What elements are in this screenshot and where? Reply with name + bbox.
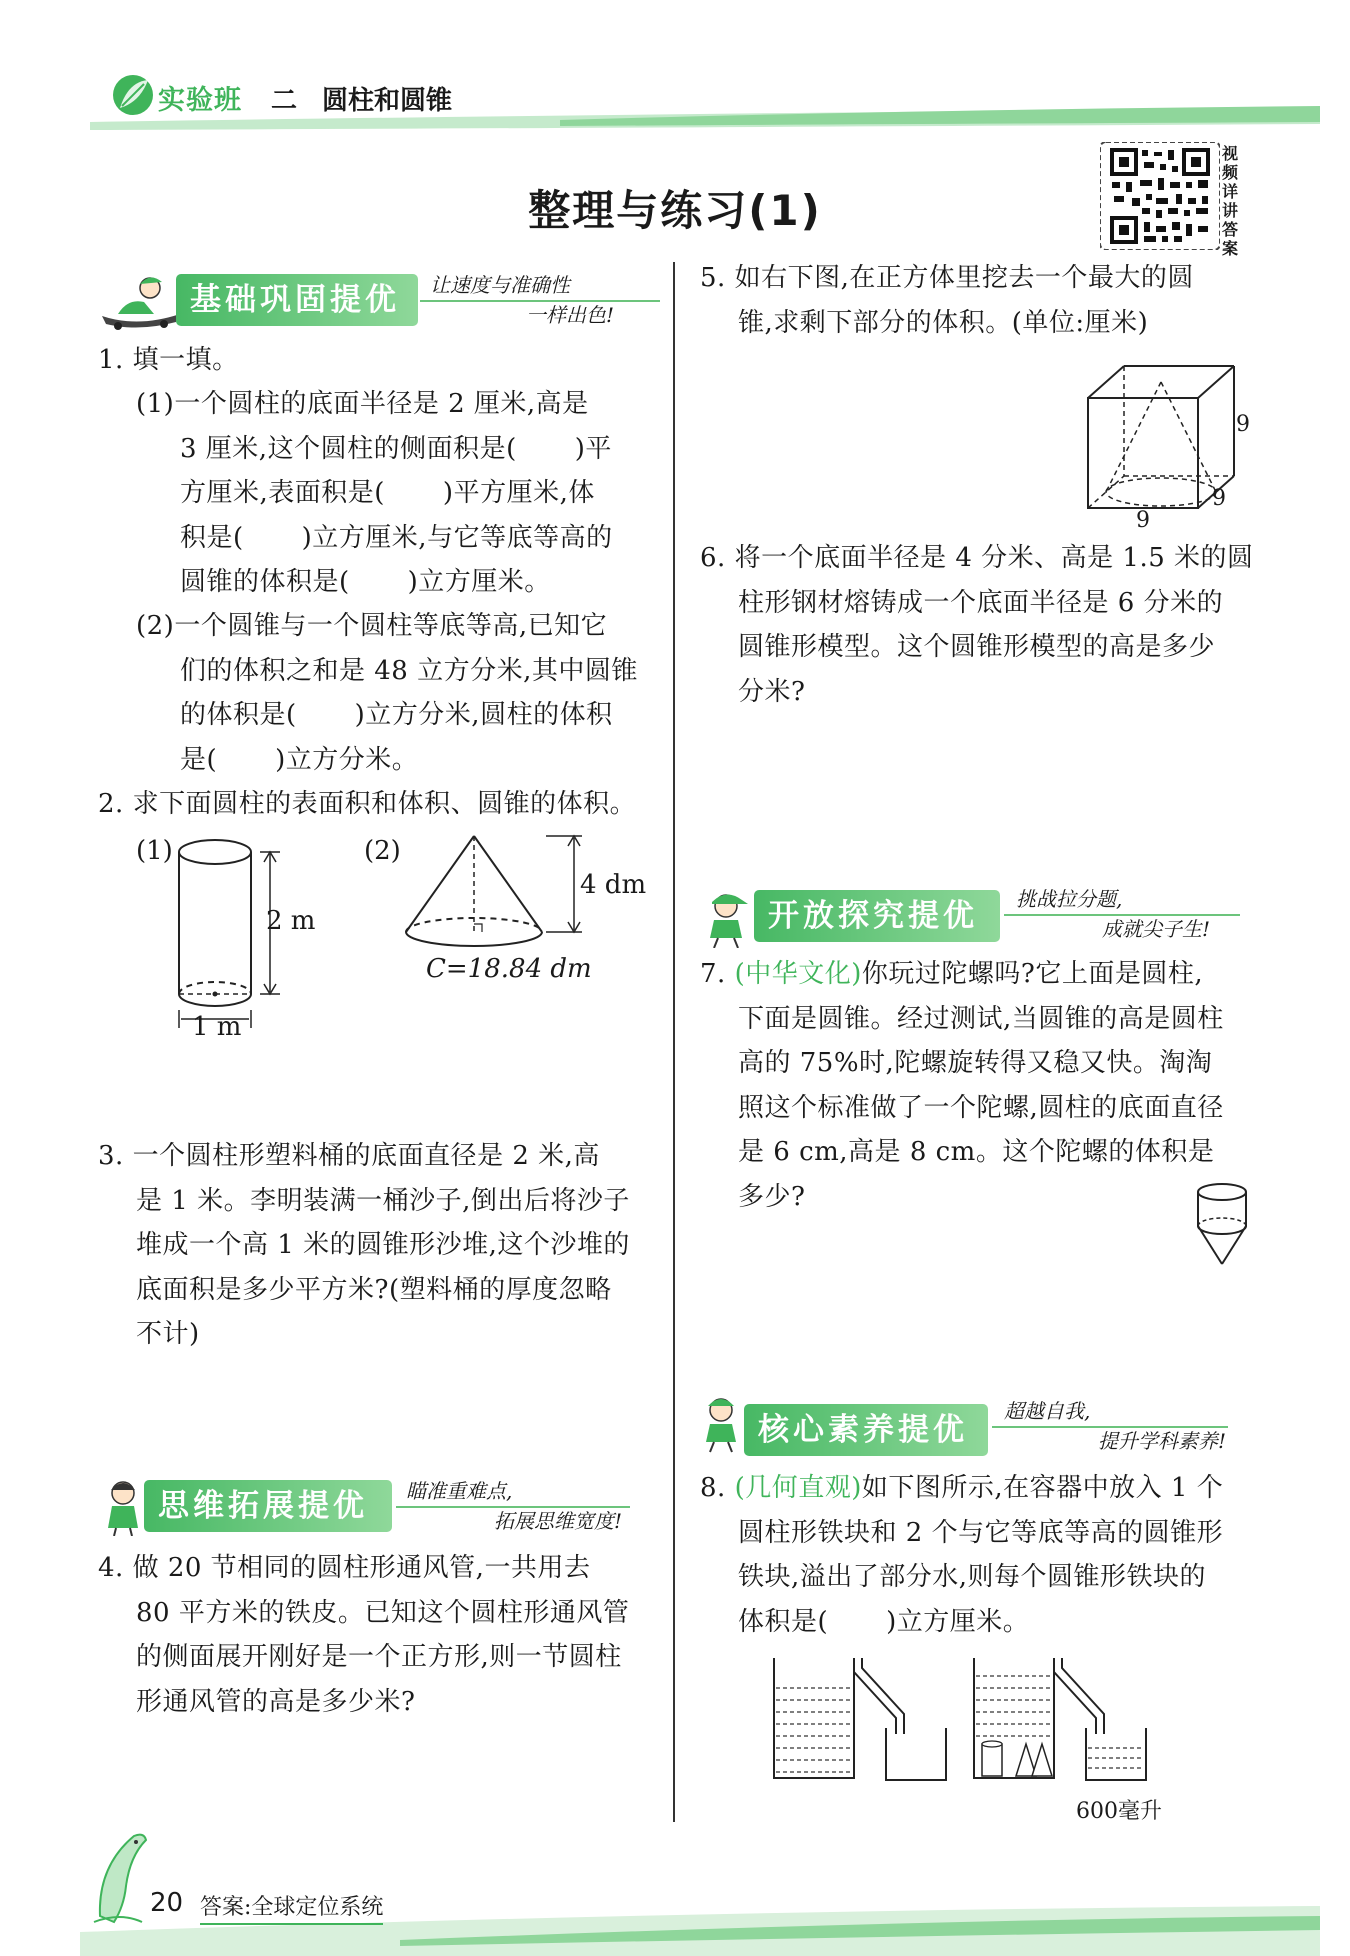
q7-line-5: 是 6 cm,高是 8 cm。这个陀螺的体积是 — [738, 1137, 1215, 1167]
question-3 — [98, 1134, 668, 1357]
q6-line-1: 6. 将一个底面半径是 4 分米、高是 1.5 米的圆 — [700, 543, 1254, 573]
q4-line-3: 的侧面展开刚好是一个正方形,则一节圆柱 — [136, 1642, 622, 1672]
question-1-stem: 1. 填一填。 — [98, 345, 239, 375]
qr-label: 视频详讲答案 — [1222, 144, 1239, 258]
q6-line-2: 柱形钢材熔铸成一个底面半径是 6 分米的 — [738, 587, 1224, 618]
text: )立方厘米。 — [407, 567, 551, 597]
q1-p1-line-3 — [136, 471, 666, 516]
text: 体积是( — [738, 1606, 829, 1637]
section-banner-core: 核心素养提优 — [744, 1404, 988, 1456]
cylinder-figure — [160, 832, 320, 1042]
q6-line-3: 圆锥形模型。这个圆锥形模型的高是多少 — [738, 632, 1216, 662]
text: )立方分米。 — [275, 744, 419, 775]
cylinder-diameter-label: 1 m — [192, 1012, 242, 1042]
figure-2-label: (2) — [364, 836, 401, 866]
q5-line-2: 锥,求剩下部分的体积。(单位:厘米) — [738, 307, 1149, 338]
q7-line-6: 多少? — [738, 1181, 806, 1212]
text: 圆锥的体积是( — [180, 567, 350, 597]
cylinder-height-label: 2 m — [266, 906, 316, 936]
question-1-part-1 — [136, 382, 666, 605]
text: 的体积是( — [180, 700, 297, 730]
figure-1-label: (1) — [136, 836, 173, 866]
slogan-line-2: 提升学科素养! — [1097, 1429, 1226, 1453]
text: )平方厘米,体 — [442, 478, 595, 508]
q1-p2-line-1: (2)一个圆锥与一个圆柱等底等高,已知它 — [136, 611, 608, 641]
cone-figure — [396, 832, 596, 952]
q1-p1-line-5 — [136, 560, 666, 605]
q8-line-1 — [700, 1466, 1260, 1511]
question-8 — [700, 1466, 1260, 1644]
q3-line-4: 底面积是多少平方米?(塑料桶的厚度忽略 — [136, 1274, 612, 1305]
slogan-line-2: 成就尖子生! — [1101, 917, 1210, 941]
q1-p2-line-4 — [136, 738, 666, 783]
page-title: 整理与练习(1) — [528, 186, 822, 235]
question-1-part-2 — [136, 604, 666, 782]
slogan-line-1: 瞄准重难点, — [406, 1479, 513, 1503]
question-6 — [700, 536, 1260, 714]
q4-line-2: 80 平方米的铁皮。已知这个圆柱形通风管 — [136, 1597, 630, 1628]
text: )立方厘米,与它等底等高的 — [301, 522, 613, 553]
text: )平 — [574, 433, 612, 464]
text: 方厘米,表面积是( — [180, 478, 385, 508]
text: 3 厘米,这个圆柱的侧面积是( — [180, 433, 517, 464]
overflow-volume-label: 600毫升 — [1076, 1799, 1162, 1824]
q8-line-2: 圆柱形铁块和 2 个与它等底等高的圆锥形 — [738, 1517, 1224, 1548]
question-4 — [98, 1546, 668, 1724]
question-number: 7. — [700, 959, 726, 989]
slogan-underline — [992, 1426, 1228, 1428]
q3-line-1: 3. 一个圆柱形塑料桶的底面直径是 2 米,高 — [98, 1141, 600, 1171]
cube-dim-height: 9 — [1236, 412, 1250, 437]
section-banner-thinking: 思维拓展提优 — [144, 1480, 392, 1532]
text: )立方分米,圆柱的体积 — [354, 700, 613, 730]
boy-mascot-icon — [698, 890, 754, 948]
q8-line-3: 铁块,溢出了部分水,则每个圆锥形铁块的 — [738, 1562, 1207, 1592]
page-number: 20 — [150, 1888, 184, 1918]
text: )立方厘米。 — [886, 1606, 1030, 1637]
spinning-top-figure — [1192, 1180, 1252, 1270]
girl-mascot-icon — [98, 1478, 148, 1536]
text: 是( — [180, 744, 218, 775]
chapter-title: 圆柱和圆锥 — [322, 86, 453, 116]
question-tag: (中华文化) — [734, 959, 862, 989]
cone-height-label: 4 dm — [580, 870, 647, 900]
slogan-line-2: 拓展思维宽度! — [493, 1509, 622, 1533]
q6-line-4: 分米? — [738, 676, 806, 707]
text: 你玩过陀螺吗?它上面是圆柱, — [861, 959, 1204, 989]
q1-p2-line-3 — [136, 693, 666, 738]
dolphin-icon — [90, 1826, 150, 1926]
question-number: 8. — [700, 1473, 726, 1503]
slogan-line-1: 挑战拉分题, — [1016, 887, 1123, 911]
question-5 — [700, 256, 1260, 345]
question-7 — [700, 952, 1260, 1219]
kid-mascot-icon — [696, 1394, 746, 1454]
brand-title: 实验班 — [158, 85, 242, 116]
q3-line-2: 是 1 米。李明装满一桶沙子,倒出后将沙子 — [136, 1185, 630, 1216]
text: 积是( — [180, 522, 244, 553]
q7-line-4: 照这个标准做了一个陀螺,圆柱的底面直径 — [738, 1092, 1224, 1123]
question-2-stem: 2. 求下面圆柱的表面积和体积、圆锥的体积。 — [98, 789, 637, 819]
leaf-logo-icon — [110, 72, 156, 118]
section-banner-basic: 基础巩固提优 — [176, 274, 418, 326]
q1-p1-line-2 — [136, 427, 666, 472]
slogan-line-2: 一样出色! — [525, 303, 614, 327]
cone-circumference-label: C=18.84 dm — [426, 954, 592, 984]
chapter-number: 二 — [271, 86, 298, 116]
qr-code-icon[interactable] — [1100, 142, 1220, 250]
q1-p1-line-4 — [136, 516, 666, 561]
q7-line-2: 下面是圆锥。经过测试,当圆锥的高是圆柱 — [738, 1003, 1224, 1034]
cube-dim-depth: 9 — [1212, 486, 1226, 511]
q5-line-1: 5. 如右下图,在正方体里挖去一个最大的圆 — [700, 263, 1194, 293]
q4-line-1: 4. 做 20 节相同的圆柱形通风管,一共用去 — [98, 1553, 591, 1583]
q7-line-3: 高的 75%时,陀螺旋转得又稳又快。淘淘 — [738, 1048, 1213, 1078]
q3-line-3: 堆成一个高 1 米的圆锥形沙堆,这个沙堆的 — [136, 1230, 630, 1260]
overflow-container-figure — [770, 1652, 1170, 1792]
q1-p2-line-2: 们的体积之和是 48 立方分米,其中圆锥 — [180, 655, 638, 686]
answer-code: 答案:全球定位系统 — [200, 1890, 383, 1925]
section-banner-open: 开放探究提优 — [754, 890, 1000, 942]
slogan-underline — [396, 1506, 630, 1508]
text: 如下图所示,在容器中放入 1 个 — [861, 1473, 1224, 1503]
slogan-underline — [1004, 914, 1240, 916]
cube-with-cone-figure — [1080, 362, 1260, 532]
q1-p1-line-1: (1)一个圆柱的底面半径是 2 厘米,高是 — [136, 389, 589, 419]
q8-line-4 — [700, 1600, 1260, 1645]
question-tag: (几何直观) — [734, 1473, 862, 1503]
q3-line-5: 不计) — [136, 1319, 200, 1349]
cube-dim-width: 9 — [1136, 508, 1150, 533]
q4-line-4: 形通风管的高是多少米? — [136, 1686, 416, 1717]
q7-line-1 — [700, 952, 1260, 997]
column-divider — [673, 262, 675, 1822]
slogan-line-1: 让速度与准确性 — [430, 273, 570, 297]
skateboard-kid-icon — [98, 272, 184, 330]
slogan-underline — [420, 300, 660, 302]
slogan-line-1: 超越自我, — [1004, 1399, 1091, 1423]
